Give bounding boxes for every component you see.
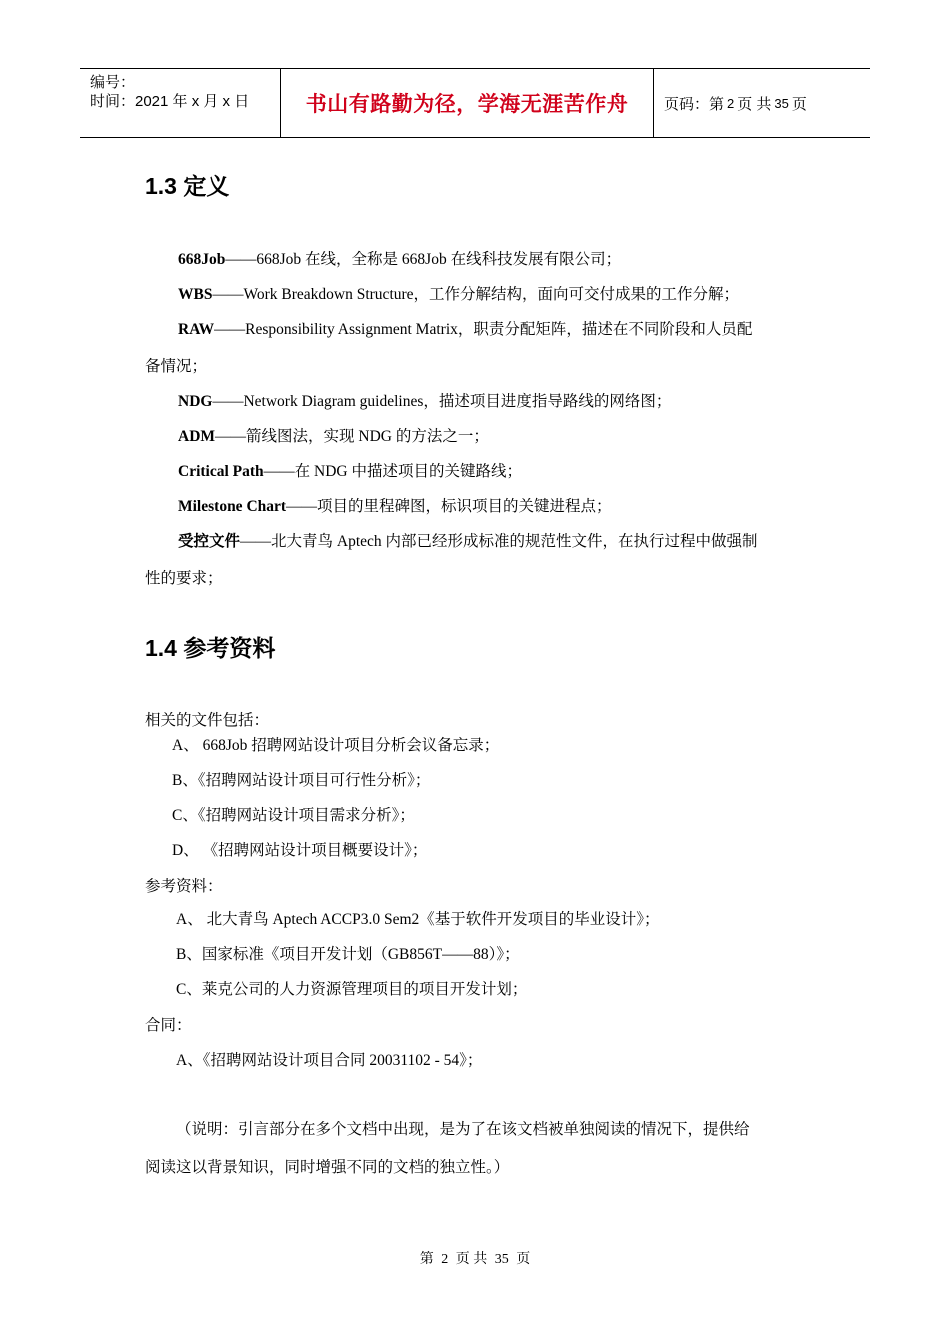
definition-item: RAW——Responsibility Assignment Matrix，职责分配矩阵，描述在不同阶段和人员配 bbox=[178, 321, 753, 338]
reference-item: C、莱克公司的人力资源管理项目的项目开发计划； bbox=[176, 981, 528, 998]
note-line-1: （说明：引言部分在多个文档中出现，是为了在该文档被单独阅读的情况下，提供给 bbox=[176, 1121, 750, 1138]
definition-item: 668Job——668Job 在线，全称是 668Job 在线科技发展有限公司； bbox=[178, 251, 622, 268]
section-1-3-title: 1.3 定义 bbox=[145, 173, 230, 199]
footer-prefix: 第 bbox=[419, 1252, 434, 1267]
reference-item: B、国家标准《项目开发计划（GB856T——88）》； bbox=[176, 946, 520, 963]
page-header bbox=[80, 68, 870, 138]
related-doc-item: D、 《招聘网站设计项目概要设计》； bbox=[172, 842, 428, 859]
header-time: 时间：2021 年 x 月 x 日 bbox=[90, 93, 250, 110]
related-doc-item: B、《招聘网站设计项目可行性分析》； bbox=[172, 772, 431, 789]
contract-label: 合同： bbox=[145, 1017, 192, 1034]
page-footer bbox=[0, 1248, 950, 1268]
definition-item: NDG——Network Diagram guidelines，描述项目进度指导路线的网络图； bbox=[178, 393, 672, 410]
definition-item: ADM——箭线图法，实现 NDG 的方法之一； bbox=[178, 428, 489, 445]
definition-item: WBS——Work Breakdown Structure，工作分解结构，面向可交付成果的工作分解； bbox=[178, 286, 740, 303]
header-page-current: 2 bbox=[727, 95, 735, 111]
header-page-info bbox=[654, 69, 870, 137]
header-meta bbox=[80, 69, 281, 137]
definition-item: Critical Path——在 NDG 中描述项目的关键路线； bbox=[178, 463, 523, 480]
footer-mid: 页 共 bbox=[455, 1252, 488, 1267]
references-label: 参考资料： bbox=[145, 878, 223, 895]
related-docs-label: 相关的文件包括： bbox=[145, 712, 270, 729]
footer-current: 2 bbox=[441, 1252, 449, 1267]
definition-item-continuation: 性的要求； bbox=[145, 570, 223, 587]
contract-item: A、《招聘网站设计项目合同 20031102 - 54》； bbox=[176, 1052, 483, 1069]
related-doc-item: A、 668Job 招聘网站设计项目分析会议备忘录； bbox=[172, 737, 500, 754]
definition-item-continuation: 备情况； bbox=[145, 358, 208, 375]
header-motto: 书山有路勤为径，学海无涯苦作舟 bbox=[281, 69, 654, 137]
definition-item: 受控文件——北大青鸟 Aptech 内部已经形成标准的规范性文件，在执行过程中做强制 bbox=[178, 533, 758, 550]
header-number: 编号： bbox=[90, 74, 136, 91]
footer-suffix: 页 bbox=[516, 1252, 531, 1267]
header-page-total: 35 bbox=[774, 95, 789, 111]
section-1-4-title: 1.4 参考资料 bbox=[145, 635, 276, 661]
reference-item: A、 北大青鸟 Aptech ACCP3.0 Sem2《基于软件开发项目的毕业设计》； bbox=[176, 911, 660, 928]
header-page-prefix: 页码：第 bbox=[664, 95, 725, 113]
related-doc-item: C、《招聘网站设计项目需求分析》； bbox=[172, 807, 415, 824]
definition-item: Milestone Chart——项目的里程碑图，标识项目的关键进程点； bbox=[178, 498, 612, 515]
header-page-suffix: 页 bbox=[791, 95, 807, 113]
note-line-2: 阅读这以背景知识，同时增强不同的文档的独立性。） bbox=[145, 1159, 510, 1176]
header-page-mid: 页 共 bbox=[737, 95, 772, 113]
footer-total: 35 bbox=[494, 1252, 509, 1267]
